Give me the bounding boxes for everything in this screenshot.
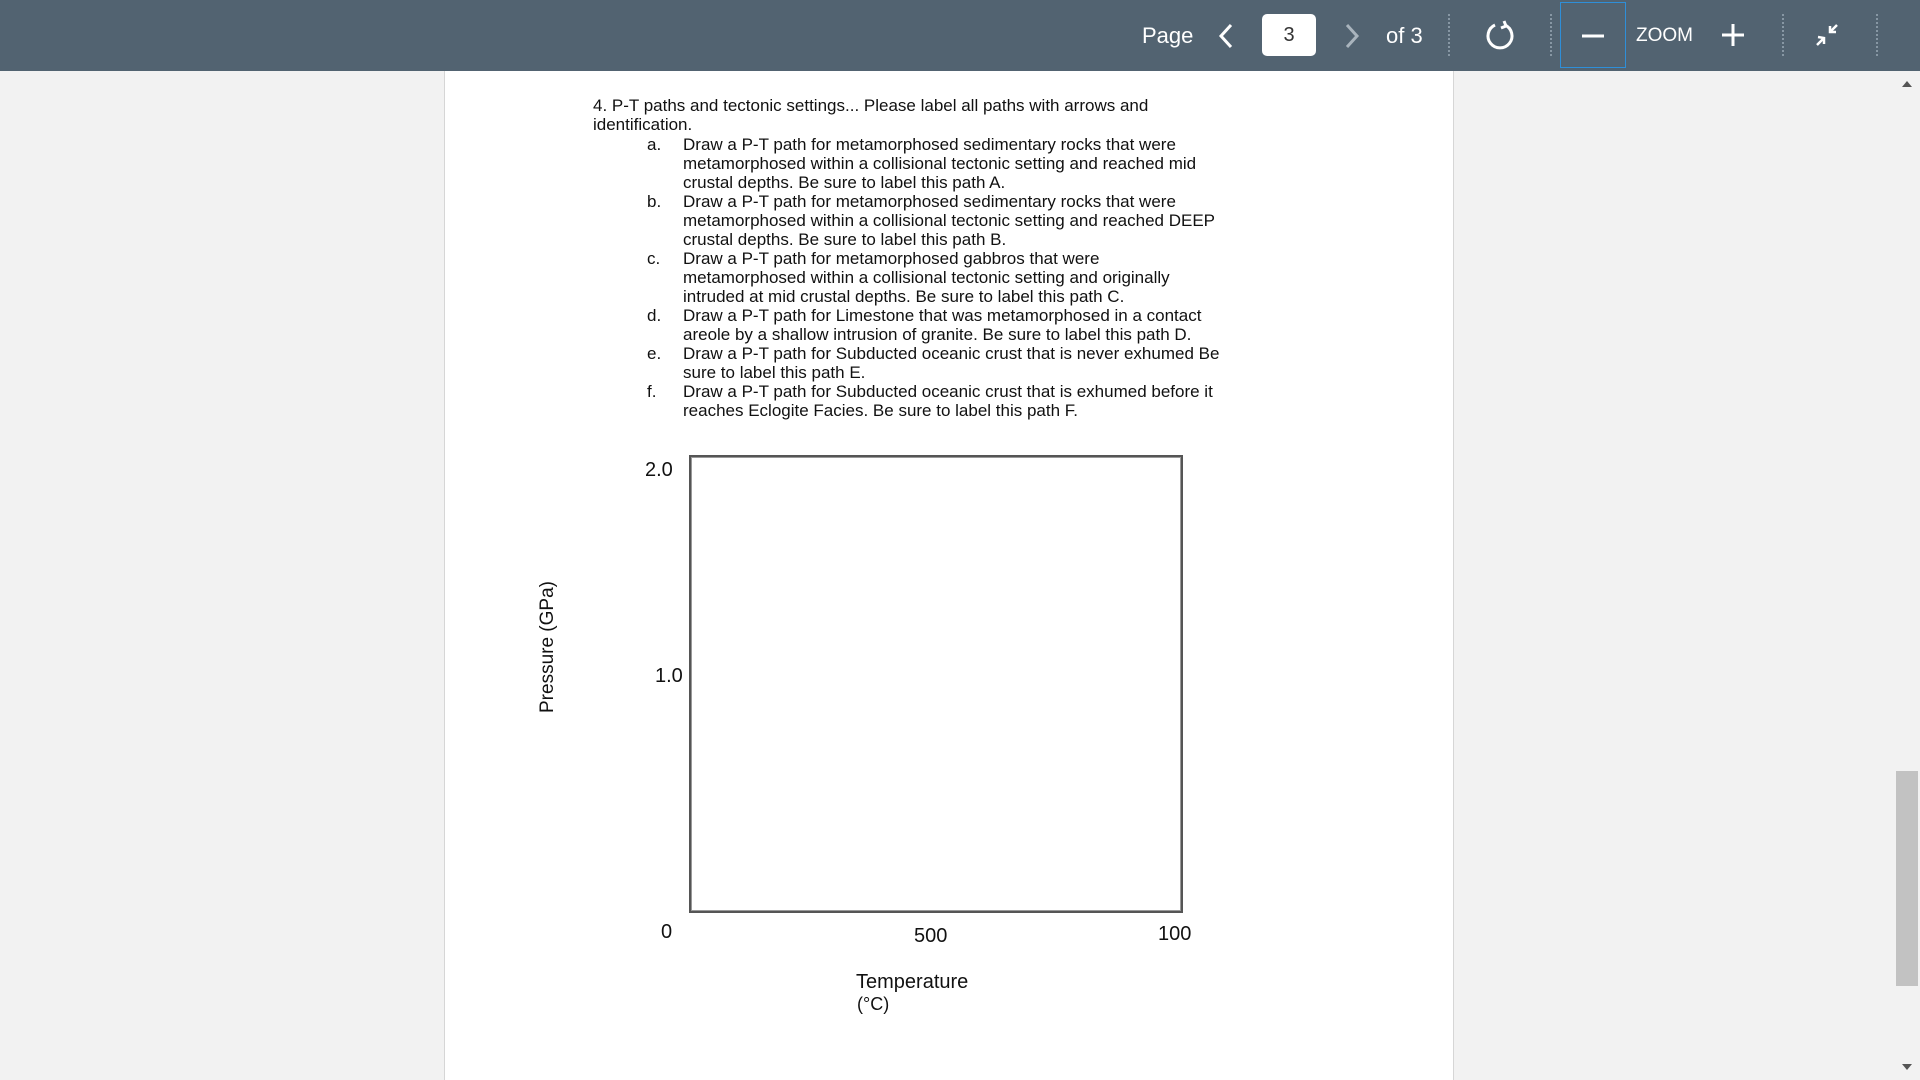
list-item: [647, 249, 1303, 306]
minus-icon: [1561, 3, 1625, 67]
rotate-icon: [1484, 19, 1516, 51]
list-item-line: Draw a P-T path for metamorphosed sedimentary rocks that were: [683, 192, 1176, 211]
y-axis-title: Pressure (GPa): [537, 581, 558, 713]
list-item-line: intruded at mid crustal depths. Be sure to label this path C.: [683, 287, 1125, 306]
question-line: 4. P-T paths and tectonic settings... Please label all paths with arrows and: [593, 96, 1149, 115]
next-page-button[interactable]: [1338, 20, 1366, 52]
list-item-line: Draw a P-T path for Subducted oceanic crust that is exhumed before it: [683, 382, 1213, 401]
list-item: [647, 135, 1303, 192]
list-item-line: metamorphosed within a collisional tectonic setting and originally: [683, 268, 1170, 287]
x-axis-units: (°C): [857, 994, 890, 1014]
toolbar-divider: [1448, 14, 1450, 56]
scrollbar-thumb[interactable]: [1896, 771, 1918, 986]
y-tick-label: 1.0: [655, 665, 683, 687]
page-label: Page: [1142, 23, 1194, 48]
list-item-line: Draw a P-T path for metamorphosed sedimentary rocks that were: [683, 135, 1176, 154]
document-viewer: [0, 71, 1920, 1080]
collapse-icon: [1812, 20, 1842, 50]
list-item-line: Draw a P-T path for metamorphosed gabbros that were: [683, 249, 1100, 268]
plus-icon: [1719, 21, 1747, 49]
list-item: [647, 192, 1303, 249]
toolbar-divider: [1782, 14, 1784, 56]
zoom-out-button[interactable]: [1560, 2, 1626, 68]
toolbar-divider: [1876, 14, 1878, 56]
x-tick-label: 100: [1158, 923, 1192, 945]
list-item-line: crustal depths. Be sure to label this path B.: [683, 230, 1007, 249]
instruction-list: [647, 135, 1303, 420]
list-item-line: crustal depths. Be sure to label this path A.: [683, 173, 1006, 192]
x-axis-title: Temperature: [856, 971, 969, 993]
chevron-left-icon: [1218, 23, 1234, 49]
list-item-letter: f.: [647, 382, 657, 401]
zoom-in-button[interactable]: [1718, 18, 1748, 52]
list-item: [647, 306, 1303, 344]
list-item-line: metamorphosed within a collisional tectonic setting and reached DEEP: [683, 211, 1216, 230]
toolbar-divider: [1550, 14, 1552, 56]
scroll-down-arrow-icon[interactable]: [1900, 1060, 1914, 1074]
list-item-line: sure to label this path E.: [683, 363, 866, 382]
page-total: of 3: [1386, 23, 1423, 48]
list-item-line: reaches Eclogite Facies. Be sure to label this path F.: [683, 401, 1078, 420]
list-item-line: metamorphosed within a collisional tectonic setting and reached mid: [683, 154, 1197, 173]
previous-page-button[interactable]: [1212, 20, 1240, 52]
pdf-toolbar: [0, 0, 1920, 71]
list-item-letter: b.: [647, 192, 662, 211]
pdf-page: [444, 71, 1454, 1080]
list-item-letter: c.: [647, 249, 661, 268]
zoom-label: ZOOM: [1636, 25, 1693, 46]
pt-graph-plot-area: [689, 455, 1183, 913]
list-item-line: areole by a shallow intrusion of granite. Be sure to label this path D.: [683, 325, 1192, 344]
y-tick-label: 2.0: [645, 459, 673, 481]
list-item-letter: d.: [647, 306, 662, 325]
list-item-letter: a.: [647, 135, 662, 154]
scroll-up-arrow-icon[interactable]: [1900, 77, 1914, 91]
y-tick-label: 0: [661, 921, 673, 943]
list-item: [647, 344, 1303, 382]
list-item-line: Draw a P-T path for Subducted oceanic crust that is never exhumed Be: [683, 344, 1220, 363]
page-number-input[interactable]: [1262, 14, 1316, 56]
x-axis-title-cutoff: [857, 994, 917, 1014]
list-item: [647, 382, 1303, 420]
rotate-button[interactable]: [1482, 16, 1518, 54]
list-item-letter: e.: [647, 344, 662, 363]
chevron-right-icon: [1344, 23, 1360, 49]
list-item-line: Draw a P-T path for Limestone that was metamorphosed in a contact: [683, 306, 1202, 325]
question-line: identification.: [593, 115, 693, 134]
x-tick-label: 500: [914, 925, 948, 947]
exit-fullscreen-button[interactable]: [1810, 18, 1844, 52]
question-heading: [593, 96, 1213, 134]
